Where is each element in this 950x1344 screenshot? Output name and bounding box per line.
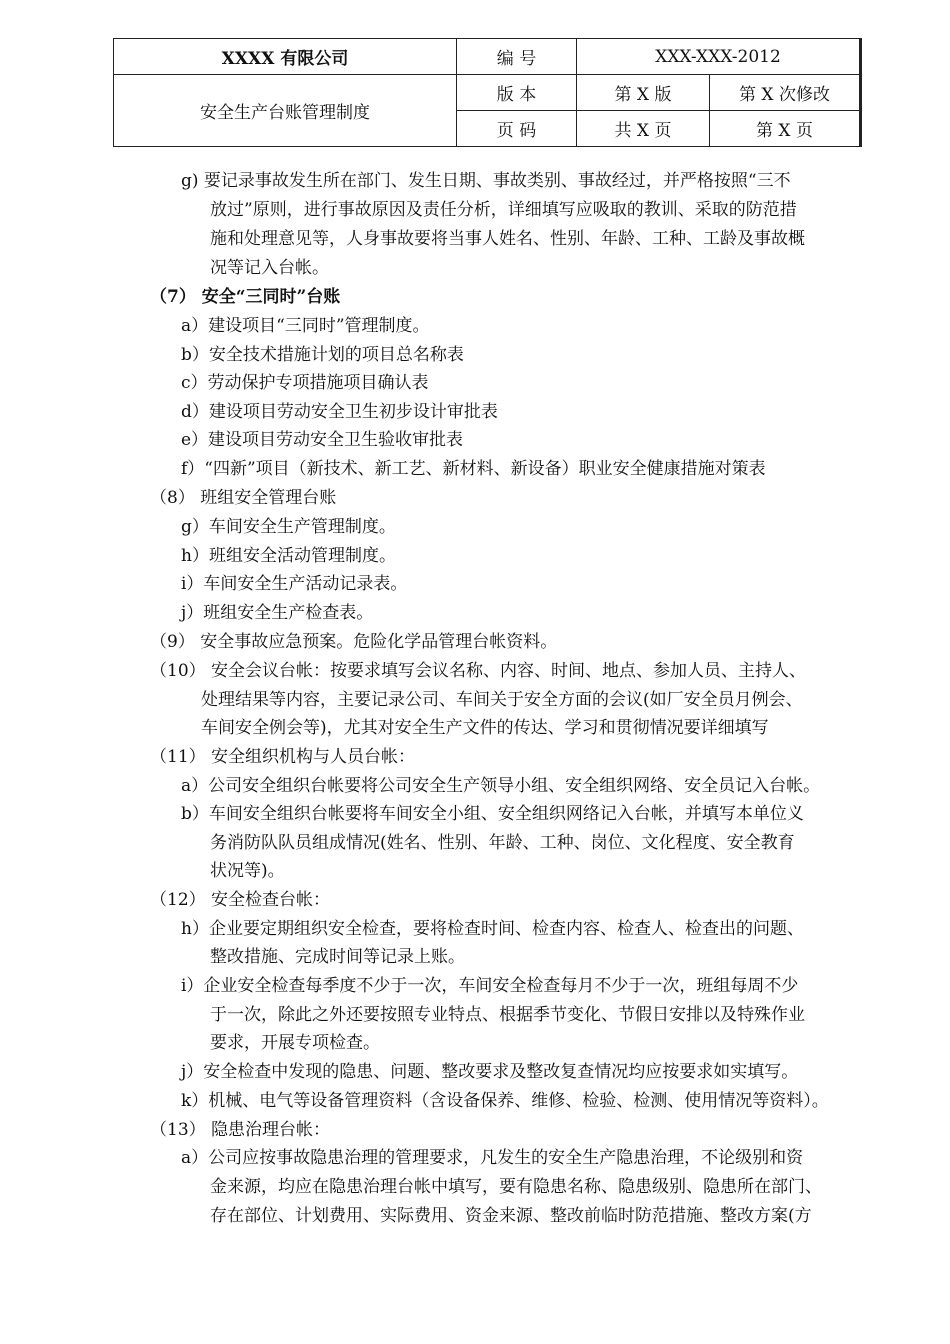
section-heading: （12） 安全检查台帐：: [150, 890, 331, 910]
company-name: XXXX 有限公司: [114, 39, 457, 75]
list-item: a）建设项目“三同时”管理制度。: [181, 316, 430, 336]
body-line: 状况等)。: [210, 861, 285, 881]
body-line: 整改措施、完成时间等记录上账。: [210, 947, 465, 967]
body-line: 金来源，均应在隐患治理台帐中填写，要有隐患名称、隐患级别、隐患所在部门、: [210, 1177, 822, 1197]
code-value: XXX-XXX-2012: [577, 39, 861, 75]
section-heading: （10） 安全会议台帐：按要求填写会议名称、内容、时间、地点、参加人员、主持人、: [150, 661, 807, 681]
edition-value: 第 X 版: [577, 75, 710, 111]
code-label: 编 号: [457, 39, 577, 75]
body-line: 况等记入台帐。: [210, 258, 329, 278]
page-total: 共 X 页: [577, 111, 710, 147]
body-line: g) 要记录事故发生所在部门、发生日期、事故类别、事故经过，并严格按照“三不: [181, 171, 791, 191]
list-item: a）公司安全组织台帐要将公司安全生产领导小组、安全组织网络、安全员记入台帐。: [181, 776, 821, 796]
list-item: b）车间安全组织台帐要将车间安全小组、安全组织网络记入台帐，并填写本单位义: [181, 804, 804, 824]
list-item: i）企业安全检查每季度不少于一次，车间安全检查每月不少于一次，班组每周不少: [181, 976, 799, 996]
section-heading: （9） 安全事故应急预案。危险化学品管理台帐资料。: [150, 632, 558, 652]
list-item: d）建设项目劳动安全卫生初步设计审批表: [181, 402, 498, 422]
body-line: 处理结果等内容，主要记录公司、车间关于安全方面的会议(如厂安全员月例会、: [201, 690, 803, 710]
page-current: 第 X 页: [710, 111, 861, 147]
list-item: e）建设项目劳动安全卫生验收审批表: [181, 430, 464, 450]
list-item: a）公司应按事故隐患治理的管理要求，凡发生的安全生产隐患治理，不论级别和资: [181, 1148, 804, 1168]
page-label: 页 码: [457, 111, 577, 147]
edition-label: 版 本: [457, 75, 577, 111]
list-item: j）安全检查中发现的隐患、问题、整改要求及整改复查情况均应按要求如实填写。: [181, 1062, 799, 1082]
section-heading: （11） 安全组织机构与人员台帐：: [150, 747, 416, 767]
list-item: i）车间安全生产活动记录表。: [181, 574, 408, 594]
list-item: c）劳动保护专项措施项目确认表: [181, 373, 429, 393]
body-line: 放过”原则，进行事故原因及责任分析，详细填写应吸取的教训、采取的防范措: [210, 200, 797, 220]
list-item: j）班组安全生产检查表。: [181, 603, 374, 623]
body-line: 施和处理意见等，人身事故要将当事人姓名、性别、年龄、工种、工龄及事故概: [210, 229, 805, 249]
revision-value: 第 X 次修改: [710, 75, 861, 111]
body-line: 务消防队队员组成情况(姓名、性别、年龄、工种、岗位、文化程度、安全教育: [210, 833, 795, 853]
section-heading: （8） 班组安全管理台账: [150, 488, 337, 508]
body-line: 存在部位、计划费用、实际费用、资金来源、整改前临时防范措施、整改方案(方: [210, 1206, 812, 1226]
list-item: h）企业要定期组织安全检查，要将检查时间、检查内容、检查人、检查出的问题、: [181, 919, 804, 939]
section-heading: （13） 隐患治理台帐：: [150, 1120, 331, 1140]
document-title: 安全生产台账管理制度: [114, 75, 457, 147]
list-item: b）安全技术措施计划的项目总名称表: [181, 345, 464, 365]
body-line: 车间安全例会等)，尤其对安全生产文件的传达、学习和贯彻情况要详细填写: [201, 718, 769, 738]
list-item: g）车间安全生产管理制度。: [181, 517, 396, 537]
body-line: 要求，开展专项检查。: [210, 1033, 380, 1053]
list-item: h）班组安全活动管理制度。: [181, 546, 396, 566]
section-heading: （7） 安全“三同时”台账: [150, 287, 341, 307]
body-line: 于一次，除此之外还要按照专业特点、根据季节变化、节假日安排以及特殊作业: [210, 1005, 805, 1025]
list-item: k）机械、电气等设备管理资料（含设备保养、维修、检验、检测、使用情况等资料）。: [181, 1091, 829, 1111]
list-item: f）“四新”项目（新技术、新工艺、新材料、新设备）职业安全健康措施对策表: [181, 459, 766, 479]
